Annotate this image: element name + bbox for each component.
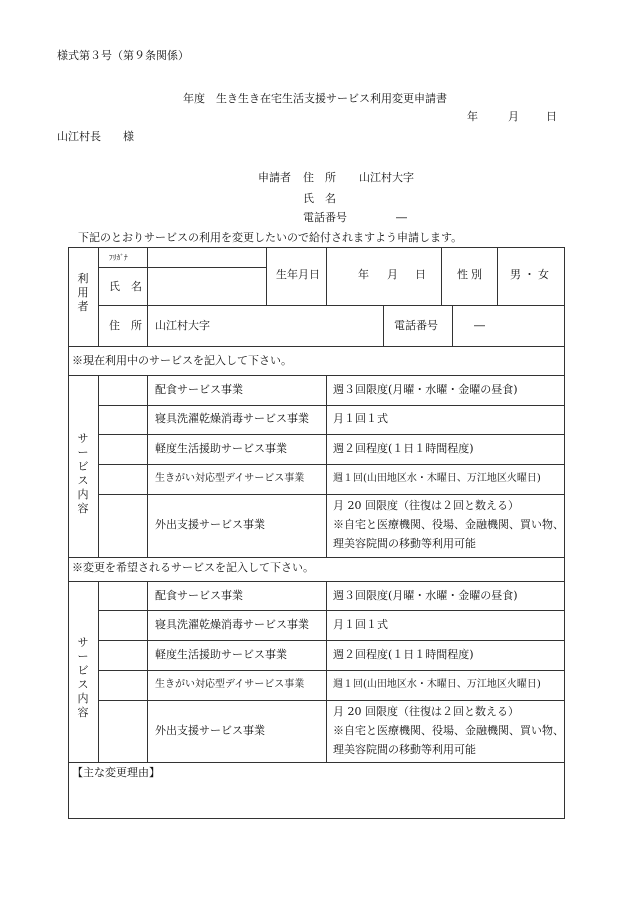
change-service-detail: 月１回１式 <box>333 618 388 631</box>
birthdate-day: 日 <box>415 268 426 281</box>
table-line <box>98 375 99 557</box>
form-title: 年度 生き生き在宅生活支援サービス利用変更申請書 <box>183 92 447 105</box>
applicant-label: 申請者 <box>258 171 291 184</box>
table-line <box>68 557 564 558</box>
table-line <box>98 640 564 641</box>
date-month-label: 月 <box>508 110 519 123</box>
furigana-field[interactable] <box>148 248 265 266</box>
change-service-name: 外出支援サービス事業 <box>155 724 265 737</box>
table-line <box>68 346 564 347</box>
birthdate-year: 年 <box>358 268 369 281</box>
reason-label: 【主な変更理由】 <box>72 766 160 779</box>
table-line <box>98 494 564 495</box>
change-service-detail: 月 20 回限度（往復は２回と数える） <box>333 705 519 718</box>
reason-field[interactable] <box>69 782 563 817</box>
current-service-name: 配食サービス事業 <box>155 383 243 396</box>
table-line <box>98 610 564 611</box>
table-line <box>326 375 327 557</box>
table-line <box>452 305 453 346</box>
name-field[interactable] <box>148 268 265 304</box>
current-service-detail: 月 20 回限度（往復は２回と数える） <box>333 499 519 512</box>
current-service-name: 生きがい対応型デイサービス事業 <box>155 473 305 484</box>
applicant-address-label: 住 所 <box>303 171 336 184</box>
table-line <box>326 581 327 762</box>
date-day-label: 日 <box>546 110 557 123</box>
change-service-detail: 週３回限度(月曜・水曜・金曜の昼食) <box>333 589 518 602</box>
change-service-name: 配食サービス事業 <box>155 589 243 602</box>
user-address-value: 山江村大字 <box>155 319 210 332</box>
current-service-name: 外出支援サービス事業 <box>155 518 265 531</box>
current-service-detail: 週１回(山田地区水・木曜日、万江地区火曜日) <box>333 473 541 484</box>
change-service-name: 寝具洗濯乾燥消毒サービス事業 <box>155 618 309 631</box>
table-line <box>98 464 564 465</box>
applicant-name-label: 氏 名 <box>303 192 336 205</box>
intro-text: 下記のとおりサービスの利用を変更したいので給付されますよう申請します。 <box>78 231 463 244</box>
change-service-name: 生きがい対応型デイサービス事業 <box>155 679 305 690</box>
table-border <box>68 247 69 819</box>
table-line <box>497 247 498 305</box>
user-phone-label: 電話番号 <box>394 319 438 332</box>
current-service-detail: 週２回程度(１日１時間程度) <box>333 442 474 455</box>
change-service-detail: 週１回(山田地区水・木曜日、万江地区火曜日) <box>333 679 541 690</box>
current-service-detail: ※自宅と医療機関、役場、金融機関、買い物、 <box>333 518 564 531</box>
table-line <box>98 581 99 762</box>
table-line <box>68 762 564 763</box>
table-line <box>441 247 442 305</box>
date-year-label: 年 <box>467 110 478 123</box>
current-service-name: 寝具洗濯乾燥消毒サービス事業 <box>155 412 309 425</box>
table-line <box>326 247 327 305</box>
current-side-label: サービス内容 <box>77 432 89 515</box>
change-service-detail: ※自宅と医療機関、役場、金融機関、買い物、 <box>333 724 564 737</box>
applicant-phone-label: 電話番号 <box>303 211 347 224</box>
table-border <box>564 247 565 819</box>
table-line <box>98 434 564 435</box>
table-border <box>68 247 564 248</box>
current-service-detail: 週３回限度(月曜・水曜・金曜の昼食) <box>333 383 518 396</box>
current-section-header: ※現在利用中のサービスを記入して下さい。 <box>72 354 292 367</box>
furigana-label: ﾌﾘｶﾞﾅ <box>109 253 128 262</box>
current-service-detail: 月１回１式 <box>333 412 388 425</box>
addressee: 山江村長 様 <box>57 130 134 143</box>
user-side-label: 利用者 <box>77 272 89 313</box>
current-service-detail: 理美容院間の移動等利用可能 <box>333 537 476 550</box>
table-line <box>98 670 564 671</box>
table-line <box>266 247 267 305</box>
table-line <box>98 305 564 306</box>
change-section-header: ※変更を希望されるサービスを記入して下さい。 <box>72 561 314 574</box>
table-line <box>68 581 564 582</box>
table-line <box>147 581 148 762</box>
applicant-phone-value: ― <box>396 211 407 224</box>
change-service-detail: 理美容院間の移動等利用可能 <box>333 743 476 756</box>
change-side-label: サービス内容 <box>77 636 89 719</box>
table-line <box>68 375 564 376</box>
user-phone-value: ― <box>474 319 485 332</box>
change-service-name: 軽度生活援助サービス事業 <box>155 648 287 661</box>
user-address-label: 住 所 <box>109 319 142 332</box>
birthdate-month: 月 <box>387 268 398 281</box>
table-border <box>68 818 564 819</box>
gender-options[interactable]: 男・女 <box>510 268 552 281</box>
table-line <box>383 305 384 346</box>
table-line <box>147 375 148 557</box>
current-service-name: 軽度生活援助サービス事業 <box>155 442 287 455</box>
form-number: 様式第３号（第９条関係） <box>57 49 189 62</box>
birthdate-label: 生年月日 <box>276 268 320 281</box>
table-line <box>98 405 564 406</box>
table-line <box>98 247 99 346</box>
gender-label: 性別 <box>457 268 485 281</box>
name-label: 氏 名 <box>109 280 142 293</box>
table-line <box>98 700 564 701</box>
change-service-detail: 週２回程度(１日１時間程度) <box>333 648 474 661</box>
applicant-address-value: 山江村大字 <box>359 171 414 184</box>
